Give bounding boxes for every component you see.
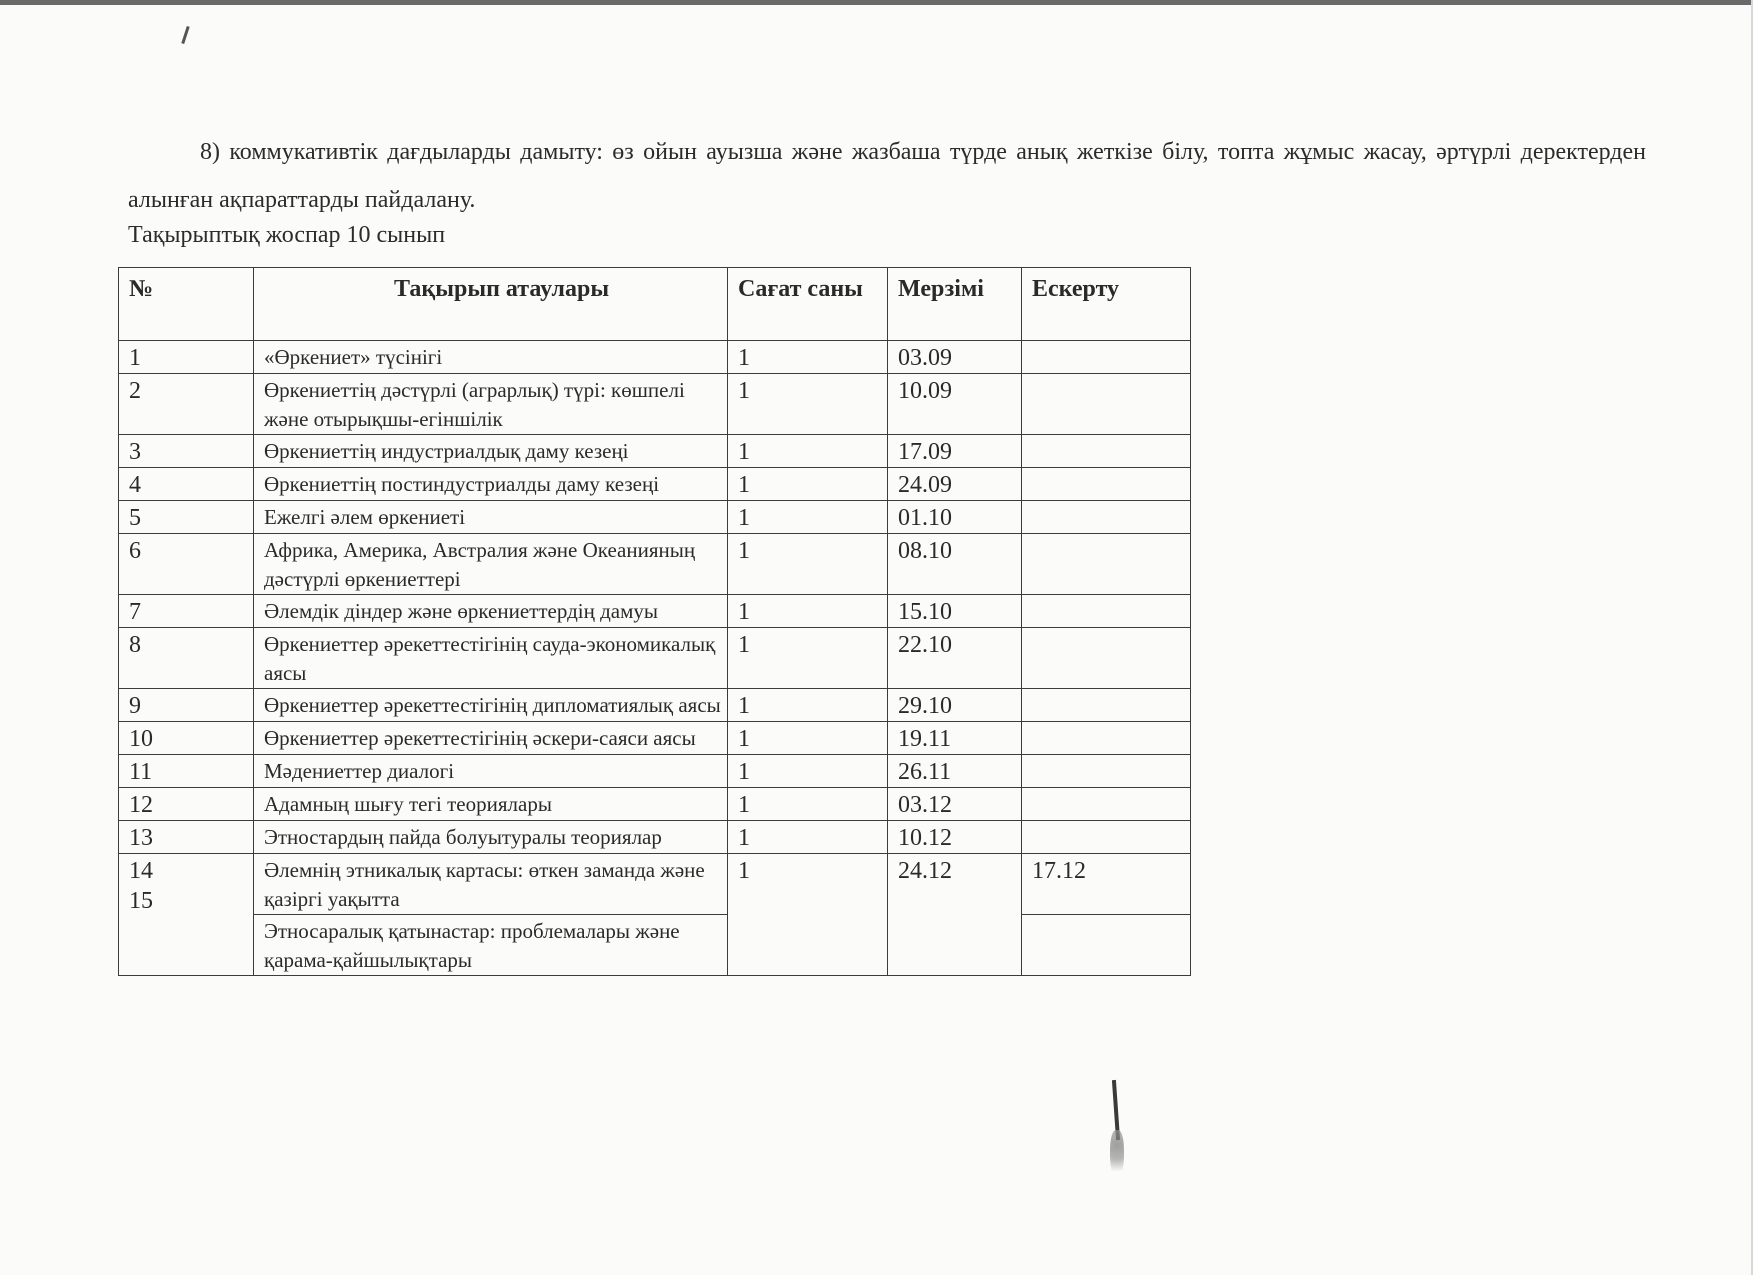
- row-num: 5: [119, 501, 254, 534]
- table-row: [119, 374, 1191, 435]
- table-row: [119, 821, 1191, 854]
- table-header-row: [119, 268, 1191, 341]
- row-hours-merged: 1: [728, 854, 888, 976]
- row-date: 22.10: [888, 628, 1022, 689]
- table-row-merged-b: [119, 915, 1191, 976]
- scan-top-edge: [0, 0, 1753, 5]
- row-note: [1022, 435, 1191, 468]
- row-date: 03.12: [888, 788, 1022, 821]
- row-num: 8: [119, 628, 254, 689]
- row-hours: 1: [728, 534, 888, 595]
- row-date: 10.09: [888, 374, 1022, 435]
- row-topic: Өркениеттің постиндустриалды даму кезеңі: [254, 468, 728, 501]
- row-hours: 1: [728, 628, 888, 689]
- row-hours: 1: [728, 722, 888, 755]
- row-hours: 1: [728, 341, 888, 374]
- row-num: 1: [119, 341, 254, 374]
- row-date: 08.10: [888, 534, 1022, 595]
- row-note: [1022, 788, 1191, 821]
- header-num: №: [119, 268, 254, 341]
- header-hours: Сағат саны: [728, 268, 888, 341]
- header-date: Мерзімі: [888, 268, 1022, 341]
- row-hours: 1: [728, 595, 888, 628]
- row-topic: «Өркениет» түсінігі: [254, 341, 728, 374]
- row-num: 12: [119, 788, 254, 821]
- row-note: [1022, 374, 1191, 435]
- table-row-merged-a: [119, 854, 1191, 915]
- row-num-14: 14: [129, 858, 153, 884]
- row-date: 03.09: [888, 341, 1022, 374]
- table-row: [119, 468, 1191, 501]
- table-row: [119, 788, 1191, 821]
- row-note: [1022, 595, 1191, 628]
- row-num: 3: [119, 435, 254, 468]
- row-topic: Этностардың пайда болуытуралы теориялар: [254, 821, 728, 854]
- row-date: 17.09: [888, 435, 1022, 468]
- table-row: [119, 435, 1191, 468]
- row-note: [1022, 341, 1191, 374]
- row-hours: 1: [728, 501, 888, 534]
- pen-mark: [181, 26, 189, 44]
- row-num: 6: [119, 534, 254, 595]
- row-note: [1022, 468, 1191, 501]
- row-topic-14: Әлемнің этникалық картасы: өткен заманда және қазіргі уақытта: [254, 854, 728, 915]
- row-hours: 1: [728, 374, 888, 435]
- thematic-plan-table: [118, 267, 1191, 976]
- row-topic: Адамның шығу тегі теориялары: [254, 788, 728, 821]
- row-num: 10: [119, 722, 254, 755]
- table-row: [119, 689, 1191, 722]
- row-note: [1022, 755, 1191, 788]
- header-note: Ескерту: [1022, 268, 1191, 341]
- row-note-14: 17.12: [1022, 854, 1191, 915]
- row-date-merged: 24.12: [888, 854, 1022, 976]
- row-note: [1022, 501, 1191, 534]
- table-row: [119, 341, 1191, 374]
- header-topic: Тақырып атаулары: [254, 268, 728, 341]
- row-num: 9: [119, 689, 254, 722]
- row-topic: Өркениеттер әрекеттестігінің сауда-экономикалық аясы: [254, 628, 728, 689]
- row-note: [1022, 689, 1191, 722]
- row-hours: 1: [728, 689, 888, 722]
- row-date: 24.09: [888, 468, 1022, 501]
- row-date: 01.10: [888, 501, 1022, 534]
- row-note-15: [1022, 915, 1191, 976]
- row-hours: 1: [728, 821, 888, 854]
- row-num-merged: [119, 854, 254, 976]
- row-hours: 1: [728, 468, 888, 501]
- table-row: [119, 534, 1191, 595]
- row-hours: 1: [728, 755, 888, 788]
- plan-title: Тақырыптық жоспар 10 сынып: [128, 222, 446, 248]
- row-topic-15: Этносаралық қатынастар: проблемалары және қарама-қайшылықтары: [254, 915, 728, 976]
- row-date: 29.10: [888, 689, 1022, 722]
- row-date: 19.11: [888, 722, 1022, 755]
- row-topic: Өркениеттің дәстүрлі (аграрлық) түрі: көшпелі және отырықшы-егіншілік: [254, 374, 728, 435]
- row-topic: Мәдениеттер диалогі: [254, 755, 728, 788]
- row-date: 26.11: [888, 755, 1022, 788]
- table-row: [119, 722, 1191, 755]
- row-topic: Өркениеттер әрекеттестігінің әскери-саяси аясы: [254, 722, 728, 755]
- row-topic: Өркениеттің индустриалдық даму кезеңі: [254, 435, 728, 468]
- row-num: 13: [119, 821, 254, 854]
- row-topic: Әлемдік діндер және өркениеттердің дамуы: [254, 595, 728, 628]
- row-num: 7: [119, 595, 254, 628]
- skills-paragraph: 8) коммукативтік дағдыларды дамыту: өз ойын ауызша және жазбаша түрде анық жеткізе білу, топта жұмыс жасау, әртүрлі деректерден алынған ақпараттарды пайдалану.: [128, 139, 1646, 213]
- row-date: 10.12: [888, 821, 1022, 854]
- row-num: 4: [119, 468, 254, 501]
- row-num-15: 15: [129, 888, 153, 914]
- row-topic: Өркениеттер әрекеттестігінің дипломатиялық аясы: [254, 689, 728, 722]
- row-hours: 1: [728, 788, 888, 821]
- row-note: [1022, 534, 1191, 595]
- row-topic: Африка, Америка, Австралия және Океанияның дәстүрлі өркениеттері: [254, 534, 728, 595]
- row-note: [1022, 722, 1191, 755]
- row-note: [1022, 821, 1191, 854]
- row-num: 11: [119, 755, 254, 788]
- row-note: [1022, 628, 1191, 689]
- ink-blot-mark: [1110, 1130, 1124, 1180]
- table-row: [119, 755, 1191, 788]
- table-row: [119, 501, 1191, 534]
- row-hours: 1: [728, 435, 888, 468]
- table-row: [119, 628, 1191, 689]
- row-topic: Ежелгі әлем өркениеті: [254, 501, 728, 534]
- row-num: 2: [119, 374, 254, 435]
- row-date: 15.10: [888, 595, 1022, 628]
- table-row: [119, 595, 1191, 628]
